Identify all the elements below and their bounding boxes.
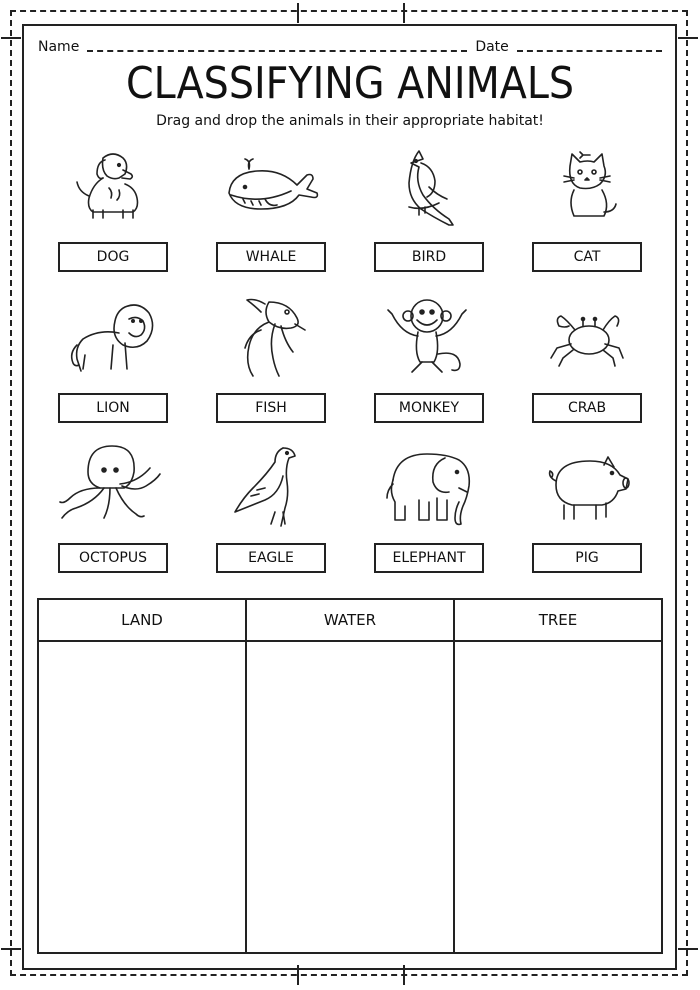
cat-icon (532, 145, 642, 225)
border-mark (1, 948, 21, 950)
animal-card-cat (532, 145, 642, 265)
habitat-table (37, 598, 663, 954)
animal-label-elephant[interactable]: ELEPHANT (374, 543, 484, 573)
name-field[interactable] (87, 49, 467, 52)
instructions: Drag and drop the animals in their appropriate habitat! (156, 113, 544, 129)
border-mark (678, 948, 698, 950)
habitat-header-water: WATER (247, 600, 453, 642)
animal-label-lion[interactable]: LION (58, 393, 168, 423)
name-label: Name (38, 39, 80, 55)
border-mark (403, 965, 405, 985)
border-mark (403, 3, 405, 23)
habitat-dropzone-land[interactable] (39, 642, 245, 952)
animal-card-dog (58, 145, 168, 265)
animal-card-pig (532, 446, 642, 566)
animal-card-monkey (374, 296, 484, 416)
pig-icon (532, 446, 642, 526)
habitat-header-tree: TREE (455, 600, 661, 642)
animal-card-elephant (374, 446, 484, 566)
habitat-column-tree (455, 600, 661, 952)
date-field[interactable] (517, 49, 662, 52)
animal-label-fish[interactable]: FISH (216, 393, 326, 423)
border-mark (1, 37, 21, 39)
habitat-dropzone-tree[interactable] (455, 642, 661, 952)
animal-card-lion (58, 296, 168, 416)
animal-card-bird (374, 145, 484, 265)
animal-card-octopus (58, 446, 168, 566)
habitat-column-water (247, 600, 455, 952)
eagle-icon (216, 446, 326, 526)
habitat-dropzone-water[interactable] (247, 642, 453, 952)
animal-card-whale (216, 145, 326, 265)
octopus-icon (58, 446, 168, 526)
animal-label-monkey[interactable]: MONKEY (374, 393, 484, 423)
dog-icon (58, 145, 168, 225)
animal-card-crab (532, 296, 642, 416)
animal-card-eagle (216, 446, 326, 566)
border-mark (297, 3, 299, 23)
crab-icon (532, 296, 642, 376)
border-mark (678, 37, 698, 39)
animal-label-whale[interactable]: WHALE (216, 242, 326, 272)
animal-label-octopus[interactable]: OCTOPUS (58, 543, 168, 573)
animal-label-crab[interactable]: CRAB (532, 393, 642, 423)
name-date-row (38, 35, 662, 55)
lion-icon (58, 296, 168, 376)
whale-icon (216, 145, 326, 225)
fish-icon (216, 296, 326, 376)
habitat-column-land (39, 600, 247, 952)
border-mark (297, 965, 299, 985)
date-label: Date (475, 39, 509, 55)
bird-icon (374, 145, 484, 225)
page-title: CLASSIFYING ANIMALS (125, 58, 575, 109)
animal-label-dog[interactable]: DOG (58, 242, 168, 272)
animal-card-fish (216, 296, 326, 416)
monkey-icon (374, 296, 484, 376)
animal-label-pig[interactable]: PIG (532, 543, 642, 573)
habitat-header-land: LAND (39, 600, 245, 642)
animal-label-cat[interactable]: CAT (532, 242, 642, 272)
animal-label-bird[interactable]: BIRD (374, 242, 484, 272)
elephant-icon (374, 446, 484, 526)
animal-label-eagle[interactable]: EAGLE (216, 543, 326, 573)
